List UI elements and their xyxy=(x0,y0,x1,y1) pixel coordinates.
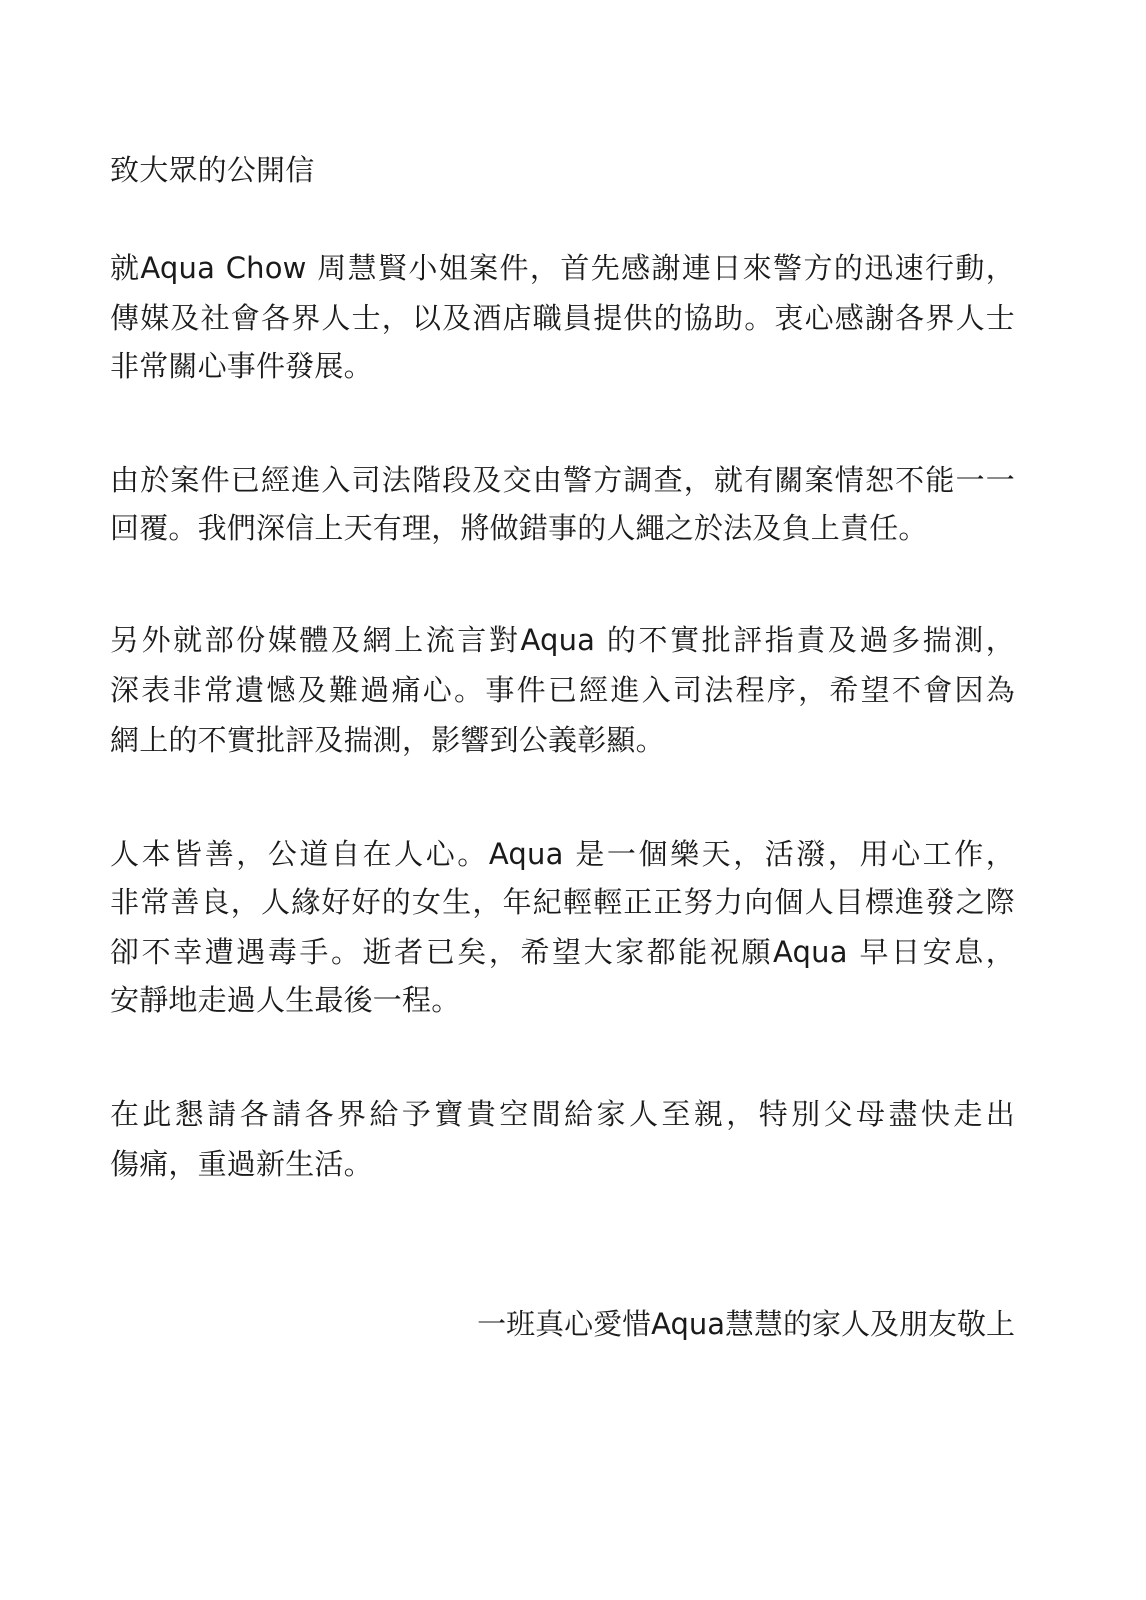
paragraph-line: 回覆。我們深信上天有理，將做錯事的人繩之於法及負上責任。 xyxy=(110,511,928,545)
letter-title: 致大眾的公開信 xyxy=(110,153,315,187)
paragraph-line: 非常善良，人緣好好的女生，年紀輕輕正正努力向個人目標進發之際 xyxy=(110,885,1015,919)
paragraph-line: 在此懇請各請各界給予寶貴空間給家人至親，特別父母盡快走出 xyxy=(110,1097,1015,1131)
paragraph-line: 卻不幸遭遇毒手。逝者已矣，希望大家都能祝願Aqua 早日安息， xyxy=(110,935,1015,969)
paragraph-line: 傳媒及社會各界人士，以及酒店職員提供的協助。衷心感謝各界人士 xyxy=(110,301,1015,335)
paragraph-line: 傷痛，重過新生活。 xyxy=(110,1147,373,1181)
paragraph-line: 就Aqua Chow 周慧賢小姐案件，首先感謝連日來警方的迅速行動， xyxy=(110,251,1015,285)
paragraph-line: 人本皆善，公道自在人心。Aqua 是一個樂天，活潑，用心工作， xyxy=(110,837,1015,871)
paragraph-line: 深表非常遺憾及難過痛心。事件已經進入司法程序，希望不會因為 xyxy=(110,673,1015,707)
paragraph-line: 由於案件已經進入司法階段及交由警方調查，就有關案情恕不能一一 xyxy=(110,463,1015,497)
paragraph-line: 網上的不實批評及揣測，影響到公義彰顯。 xyxy=(110,723,665,757)
letter-signature: 一班真心愛惜Aqua慧慧的家人及朋友敬上 xyxy=(477,1307,1015,1341)
paragraph-line: 非常關心事件發展。 xyxy=(110,349,373,383)
paragraph-line: 另外就部份媒體及網上流言對Aqua 的不實批評指責及過多揣測， xyxy=(110,623,1015,657)
paragraph-line: 安靜地走過人生最後一程。 xyxy=(110,983,461,1017)
